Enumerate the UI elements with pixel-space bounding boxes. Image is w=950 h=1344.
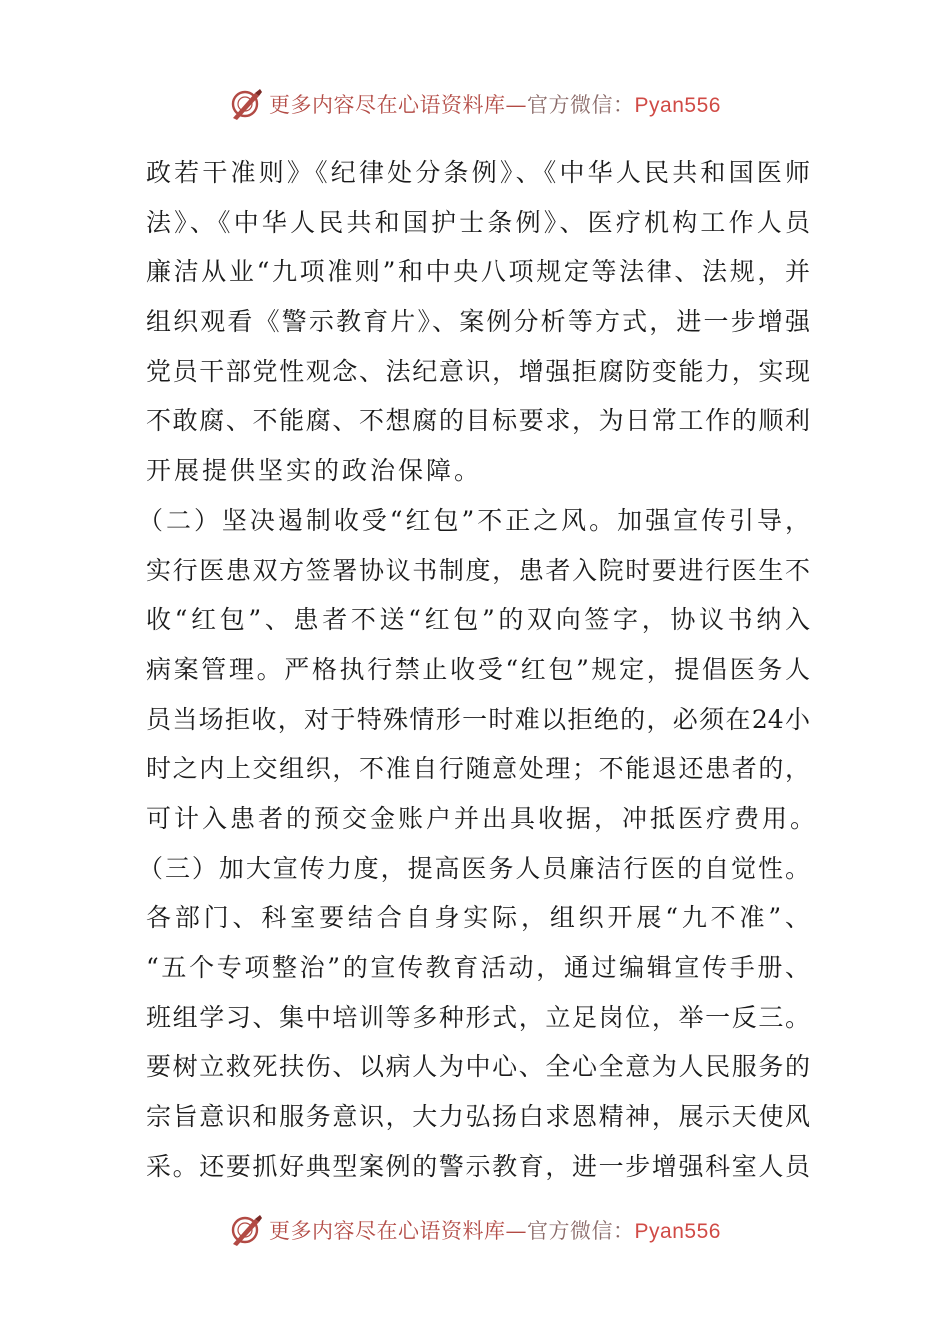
body-line: 各部门、科室要结合自身实际，组织开展“九不准”、 xyxy=(146,903,810,933)
body-line: 采。还要抓好典型案例的警示教育，进一步增强科室人员 xyxy=(146,1151,810,1181)
pen-circle-logo-icon xyxy=(229,1213,263,1247)
footer-wechat-label: 官方微信： xyxy=(527,1219,635,1243)
footer-promo xyxy=(269,1215,721,1245)
body-line: 组织观看《警示教育片》、案例分析等方式，进一步增强 xyxy=(146,307,810,337)
document-body xyxy=(138,148,819,1191)
footer-banner xyxy=(0,1210,950,1250)
header-promo xyxy=(269,89,721,119)
body-line: 开展提供坚实的政治保障。 xyxy=(146,456,483,486)
footer-promo-text: 更多内容尽在心语资料库 xyxy=(269,1219,506,1243)
body-line: 实行医患双方签署协议书制度，患者入院时要进行医生不 xyxy=(146,555,810,585)
body-line: 政若干准则》《纪律处分条例》、《中华人民共和国医师 xyxy=(146,158,810,187)
body-line: 时之内上交组织，不准自行随意处理；不能退还患者的， xyxy=(146,754,810,784)
pen-circle-logo-icon xyxy=(229,87,263,121)
footer-dash: — xyxy=(505,1219,528,1243)
header-wechat-id: Pyan556 xyxy=(634,94,721,117)
body-line: 党员干部党性观念、法纪意识，增强拒腐防变能力，实现 xyxy=(146,356,810,386)
body-line: 收“红包”、患者不送“红包”的双向签字，协议书纳入 xyxy=(146,605,810,635)
footer-wechat-id: Pyan556 xyxy=(634,1220,721,1243)
header-promo-text: 更多内容尽在心语资料库 xyxy=(269,93,506,117)
body-line: 员当场拒收，对于特殊情形一时难以拒绝的，必须在24小 xyxy=(146,704,810,734)
body-line: 班组学习、集中培训等多种形式，立足岗位，举一反三。 xyxy=(146,1002,810,1032)
header-wechat-label: 官方微信： xyxy=(527,93,635,117)
body-line: “五个专项整治”的宣传教育活动，通过编辑宣传手册、 xyxy=(146,953,810,982)
section-heading-line: （二）坚决遏制收受“红包”不正之风。加强宣传引导， xyxy=(138,505,810,535)
body-line: 要树立救死扶伤、以病人为中心、全心全意为人民服务的 xyxy=(146,1052,810,1082)
body-line: 法》、《中华人民共和国护士条例》、医疗机构工作人员 xyxy=(146,207,810,237)
body-line: 宗旨意识和服务意识，大力弘扬白求恩精神，展示天使风 xyxy=(146,1102,810,1132)
body-line: 不敢腐、不能腐、不想腐的目标要求，为日常工作的顺利 xyxy=(146,406,810,436)
header-banner xyxy=(0,84,950,124)
body-line: 廉洁从业“九项准则”和中央八项规定等法律、法规，并 xyxy=(146,257,810,287)
header-dash: — xyxy=(505,93,528,117)
section-heading-line: （三）加大宣传力度，提高医务人员廉洁行医的自觉性。 xyxy=(138,853,810,883)
body-line: 可计入患者的预交金账户并出具收据，冲抵医疗费用。 xyxy=(146,803,819,833)
body-line: 病案管理。严格执行禁止收受“红包”规定，提倡医务人 xyxy=(146,654,810,684)
